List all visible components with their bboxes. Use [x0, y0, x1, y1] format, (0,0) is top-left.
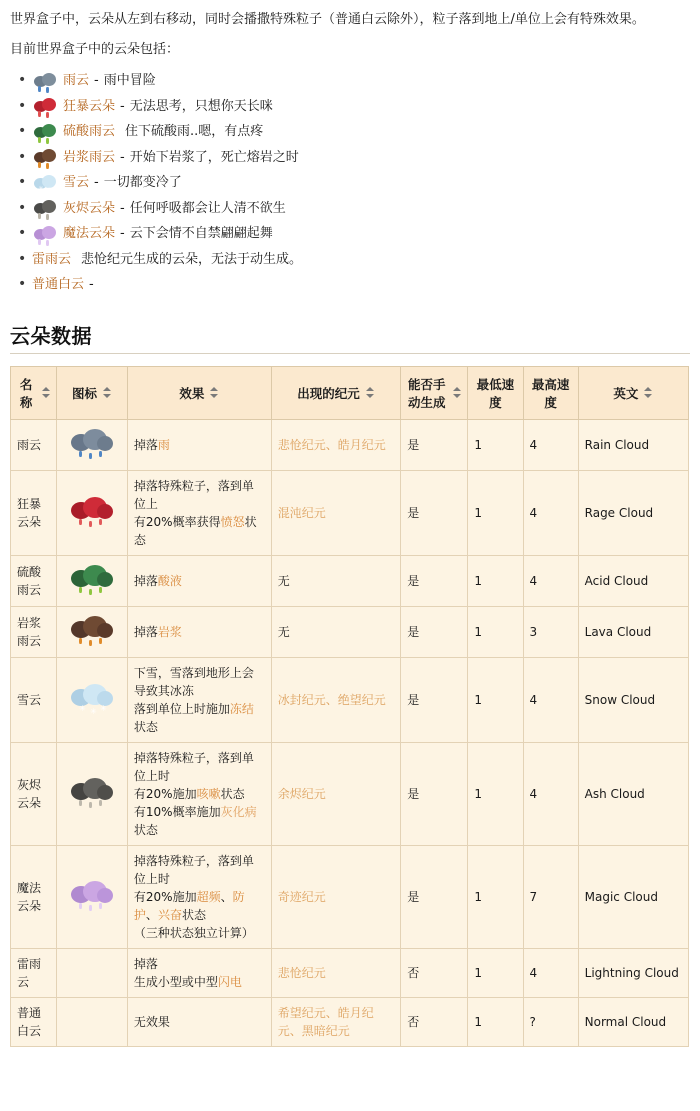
cell-era	[271, 948, 400, 997]
cell-name[interactable]	[11, 555, 57, 606]
effect-text: 落到单位上时施加	[133, 701, 230, 716]
cell-max-speed	[523, 997, 578, 1046]
cell-name-label: 雨云	[17, 437, 42, 452]
cell-name[interactable]	[11, 845, 57, 948]
cell-era	[271, 997, 400, 1046]
effect-link[interactable]: 灰化病	[220, 804, 257, 819]
cell-min-speed	[468, 845, 523, 948]
manual-value: 是	[407, 624, 420, 639]
english-label: Magic Cloud	[584, 889, 658, 904]
column-header-name[interactable]	[11, 366, 57, 419]
manual-value: 是	[407, 573, 420, 588]
manual-value: 是	[407, 437, 420, 452]
cell-era	[271, 845, 400, 948]
cell-effect	[127, 555, 271, 606]
effect-text: （三种状态独立计算）	[133, 925, 254, 940]
cell-icon	[57, 742, 128, 845]
manual-value: 是	[407, 889, 420, 904]
cloud-link[interactable]: • 硫酸雨云	[63, 124, 116, 140]
cell-icon	[57, 419, 128, 470]
cell-icon	[57, 470, 128, 555]
effect-text: 状态	[133, 719, 158, 734]
max-speed-value: 3	[529, 624, 538, 639]
cell-manual-generate	[401, 742, 468, 845]
cell-name[interactable]	[11, 657, 57, 742]
table-header-row	[11, 366, 689, 419]
cell-name-label: 雷雨云	[17, 956, 42, 989]
cell-min-speed	[468, 657, 523, 742]
effect-text: 掉落特殊粒子，落到单位上时	[133, 853, 254, 886]
column-header-label: 图标	[72, 385, 98, 401]
cell-max-speed	[523, 606, 578, 657]
effect-text: 掉落特殊粒子，落到单位上时	[133, 750, 254, 783]
effect-text: 状态	[220, 786, 245, 801]
max-speed-value: 4	[529, 505, 538, 520]
effect-text: 有10%概率施加	[133, 804, 221, 819]
min-speed-value: 1	[474, 786, 482, 801]
column-header-icon[interactable]	[57, 366, 128, 419]
table-row	[11, 948, 689, 997]
cloud-link[interactable]: • 狂暴云朵	[63, 98, 116, 114]
effect-text: 生成小型或中型	[133, 974, 218, 989]
cell-name[interactable]	[11, 948, 57, 997]
cell-name-label: 岩浆雨云	[17, 615, 42, 648]
cell-manual-generate	[401, 555, 468, 606]
cloud-link[interactable]: • 普通白云	[32, 277, 85, 293]
magic-cloud-icon	[32, 224, 58, 244]
column-header-label: 效果	[179, 385, 205, 401]
cell-manual-generate	[401, 606, 468, 657]
column-header-era[interactable]	[271, 366, 400, 419]
cell-english	[578, 997, 688, 1046]
table-row	[11, 845, 689, 948]
ash-cloud-icon	[32, 199, 58, 219]
column-header-min-speed	[468, 366, 523, 419]
effect-text: 掉落特殊粒子，落到单位上	[133, 478, 254, 511]
sort-arrows-icon[interactable]	[42, 387, 51, 398]
cell-effect	[127, 419, 271, 470]
effect-text: 掉落	[133, 624, 158, 639]
cell-english	[578, 470, 688, 555]
acid-cloud-icon	[69, 562, 115, 600]
era-text[interactable]: 余烬纪元	[277, 786, 326, 801]
english-label: Rain Cloud	[584, 437, 650, 452]
effect-text: 状态	[133, 822, 158, 837]
cell-name-label: 狂暴云朵	[17, 496, 42, 529]
cell-name-label: 魔法云朵	[17, 880, 42, 913]
list-item	[32, 170, 690, 196]
sort-arrows-icon[interactable]	[210, 387, 219, 398]
era-text[interactable]: 冰封纪元、绝望纪元	[277, 692, 386, 707]
cell-english	[578, 419, 688, 470]
min-speed-value: 1	[474, 692, 482, 707]
cloud-desc: 悲怆纪元生成的云朵，无法于动生成。	[81, 251, 303, 267]
separator: -	[120, 226, 125, 242]
era-text[interactable]: 希望纪元、皓月纪元、黑暗纪元	[277, 1005, 374, 1038]
column-header-max-speed	[523, 366, 578, 419]
separator: -	[120, 98, 125, 114]
table-row	[11, 419, 689, 470]
min-speed-value: 1	[474, 1014, 482, 1029]
cell-min-speed	[468, 742, 523, 845]
english-label: Rage Cloud	[584, 505, 654, 520]
cell-icon	[57, 555, 128, 606]
cloud-desc: 无法思考，只想你天长咪	[129, 98, 273, 114]
manual-value: 否	[407, 965, 420, 980]
max-speed-value: 4	[529, 692, 538, 707]
cell-era	[271, 419, 400, 470]
max-speed-value: 4	[529, 786, 538, 801]
cell-effect	[127, 657, 271, 742]
column-header-label: 名称	[19, 376, 33, 410]
cloud-link[interactable]: • 岩浆雨云	[63, 149, 116, 165]
effect-link[interactable]: 酸液	[157, 573, 182, 588]
era-text[interactable]: 奇迹纪元	[277, 889, 326, 904]
effect-text: 状态	[133, 514, 257, 547]
effect-text: 、	[145, 907, 158, 922]
separator: -	[120, 149, 125, 165]
cell-name[interactable]	[11, 742, 57, 845]
cell-max-speed	[523, 845, 578, 948]
cell-manual-generate	[401, 419, 468, 470]
sort-arrows-icon[interactable]	[103, 387, 112, 398]
cell-min-speed	[468, 419, 523, 470]
english-label: Lightning Cloud	[584, 965, 679, 980]
cell-max-speed	[523, 948, 578, 997]
column-header-english[interactable]	[578, 366, 688, 419]
column-header-effect[interactable]	[127, 366, 271, 419]
english-label: Ash Cloud	[584, 786, 645, 801]
english-label: Snow Cloud	[584, 692, 656, 707]
min-speed-value: 1	[474, 624, 482, 639]
cell-effect	[127, 845, 271, 948]
cell-min-speed	[468, 606, 523, 657]
cell-icon	[57, 997, 128, 1046]
lava-cloud-icon	[69, 613, 115, 651]
list-item	[32, 221, 690, 247]
max-speed-value: 7	[529, 889, 538, 904]
cloud-desc: 任何呼吸都会让人清不欲生	[129, 200, 286, 216]
cell-max-speed	[523, 470, 578, 555]
rage-cloud-icon	[69, 494, 115, 532]
cell-manual-generate	[401, 997, 468, 1046]
separator: -	[120, 200, 125, 216]
separator: -	[94, 73, 99, 89]
cloud-desc: 雨中冒险	[103, 73, 156, 89]
cell-max-speed	[523, 657, 578, 742]
cell-effect	[127, 948, 271, 997]
effect-text: 掉落	[133, 573, 158, 588]
cell-min-speed	[468, 997, 523, 1046]
min-speed-value: 1	[474, 573, 482, 588]
table-row	[11, 742, 689, 845]
cell-english	[578, 742, 688, 845]
effect-text: 有20%施加	[133, 889, 197, 904]
era-text[interactable]: 悲怆纪元	[277, 965, 326, 980]
cell-min-speed	[468, 555, 523, 606]
cell-english	[578, 606, 688, 657]
snow-cloud-icon: • ✳ ✳	[32, 173, 58, 193]
intro-paragraph-2: 目前世界盒子中的云朵包括：	[10, 42, 180, 58]
column-header-label: 英文	[613, 385, 639, 401]
cloud-desc: 云下会情不自禁翩翩起舞	[129, 226, 273, 242]
cell-english	[578, 555, 688, 606]
snow-cloud-icon: ✳ ✳ ✳	[69, 681, 115, 719]
cell-name-label: 普通白云	[17, 1005, 42, 1038]
min-speed-value: 1	[474, 437, 482, 452]
cloud-link[interactable]: • 雷雨云	[32, 251, 72, 267]
column-header-manual-generate[interactable]	[401, 366, 468, 419]
effect-link[interactable]: 闪电	[217, 974, 242, 989]
max-speed-value: 4	[529, 573, 538, 588]
effect-link[interactable]: 雨	[157, 437, 170, 452]
min-speed-value: 1	[474, 965, 482, 980]
cell-name[interactable]	[11, 419, 57, 470]
era-text: 无	[277, 573, 290, 588]
lava-cloud-icon	[32, 148, 58, 168]
table-row	[11, 555, 689, 606]
magic-cloud-icon	[69, 878, 115, 916]
cloud-link[interactable]: 雪云	[63, 175, 90, 191]
effect-text: 掉落	[133, 437, 158, 452]
sort-arrows-icon[interactable]	[644, 387, 653, 398]
cell-effect	[127, 742, 271, 845]
cloud-link[interactable]: • 魔法云朵	[63, 226, 116, 242]
cell-era	[271, 470, 400, 555]
column-header-label: 最高速度	[531, 376, 570, 410]
effect-link[interactable]: 咳嗽	[196, 786, 221, 801]
acid-cloud-icon	[32, 122, 58, 142]
cell-name-label: 硫酸雨云	[17, 564, 42, 597]
rain-cloud-icon	[32, 71, 58, 91]
cell-max-speed	[523, 742, 578, 845]
list-item	[32, 68, 690, 94]
cell-era	[271, 742, 400, 845]
effect-link[interactable]: 岩浆	[157, 624, 182, 639]
era-text[interactable]: 悲怆纪元、皓月纪元	[277, 437, 386, 452]
table-row	[11, 657, 689, 742]
separator: -	[94, 175, 99, 191]
cloud-desc: 开始下岩浆了，死亡熔岩之时	[129, 149, 299, 165]
list-item	[32, 119, 690, 145]
rage-cloud-icon	[32, 97, 58, 117]
table-row	[11, 606, 689, 657]
cell-max-speed	[523, 555, 578, 606]
cell-min-speed	[468, 948, 523, 997]
rain-cloud-icon	[69, 426, 115, 464]
effect-text: 状态	[181, 907, 206, 922]
cell-era	[271, 657, 400, 742]
list-item	[32, 94, 690, 120]
english-label: Normal Cloud	[584, 1014, 667, 1029]
effect-link[interactable]: 愤怒	[220, 514, 245, 529]
cell-english	[578, 948, 688, 997]
cell-effect	[127, 606, 271, 657]
table-row	[11, 470, 689, 555]
effect-text: 、	[220, 889, 233, 904]
english-label: Lava Cloud	[584, 624, 652, 639]
column-header-label: 出现的纪元	[297, 385, 360, 401]
list-item	[32, 272, 690, 298]
list-item	[32, 145, 690, 171]
intro-paragraph-1: 世界盒子中，云朵从左到右移动，同时会播撒特殊粒子（普通白云除外），粒子落到地上/单位上会有特殊效果。	[10, 12, 645, 27]
cell-icon	[57, 606, 128, 657]
column-header-label: 最低速度	[476, 376, 515, 410]
cell-min-speed	[468, 470, 523, 555]
cloud-bullet-list	[10, 68, 690, 298]
era-text[interactable]: 混沌纪元	[277, 505, 326, 520]
table-row	[11, 997, 689, 1046]
cell-icon	[57, 948, 128, 997]
effect-link[interactable]: 兴奋	[157, 907, 182, 922]
cell-name[interactable]	[11, 470, 57, 555]
cell-english	[578, 845, 688, 948]
manual-value: 是	[407, 786, 420, 801]
max-speed-value: 4	[529, 437, 538, 452]
cloud-data-table	[10, 366, 689, 1047]
cell-era	[271, 555, 400, 606]
list-item	[32, 196, 690, 222]
cell-manual-generate	[401, 948, 468, 997]
cell-era	[271, 606, 400, 657]
manual-value: 是	[407, 692, 420, 707]
effect-text: 无效果	[133, 1014, 170, 1029]
list-item	[32, 247, 690, 273]
english-label: Acid Cloud	[584, 573, 649, 588]
min-speed-value: 1	[474, 505, 482, 520]
sort-arrows-icon[interactable]	[453, 387, 462, 398]
effect-link[interactable]: 防护	[133, 889, 245, 922]
cell-manual-generate	[401, 470, 468, 555]
cloud-link[interactable]: • 雨云	[63, 73, 90, 89]
effect-link[interactable]: 冻结	[229, 701, 254, 716]
section-title: 云朵数据	[10, 320, 690, 354]
separator: -	[89, 277, 94, 293]
cell-effect	[127, 470, 271, 555]
cell-name[interactable]	[11, 997, 57, 1046]
manual-value: 否	[407, 1014, 420, 1029]
max-speed-value: 4	[529, 965, 538, 980]
era-text: 无	[277, 624, 290, 639]
cell-english	[578, 657, 688, 742]
cloud-link[interactable]: • 灰烬云朵	[63, 200, 116, 216]
effect-link[interactable]: 超频	[196, 889, 221, 904]
min-speed-value: 1	[474, 889, 482, 904]
sort-arrows-icon[interactable]	[366, 387, 375, 398]
cloud-desc: 一切都变冷了	[103, 175, 182, 191]
column-header-label: 能否手动生成	[408, 376, 446, 410]
ash-cloud-icon	[69, 775, 115, 813]
manual-value: 是	[407, 505, 420, 520]
cell-effect	[127, 997, 271, 1046]
effect-text: 掉落	[133, 956, 158, 971]
effect-text: 下雪，雪落到地形上会导致其冰冻	[133, 665, 254, 698]
cell-manual-generate	[401, 657, 468, 742]
effect-text: 有20%施加	[133, 786, 197, 801]
cell-icon	[57, 657, 128, 742]
cell-icon	[57, 845, 128, 948]
cell-max-speed	[523, 419, 578, 470]
cell-name[interactable]	[11, 606, 57, 657]
max-speed-value: ?	[529, 1014, 536, 1029]
cell-name-label: 雪云	[17, 692, 42, 707]
cloud-desc: 住下硫酸雨..嗯，有点疼	[125, 124, 264, 140]
cell-manual-generate	[401, 845, 468, 948]
cell-name-label: 灰烬云朵	[17, 777, 42, 810]
effect-text: 有20%概率获得	[133, 514, 221, 529]
